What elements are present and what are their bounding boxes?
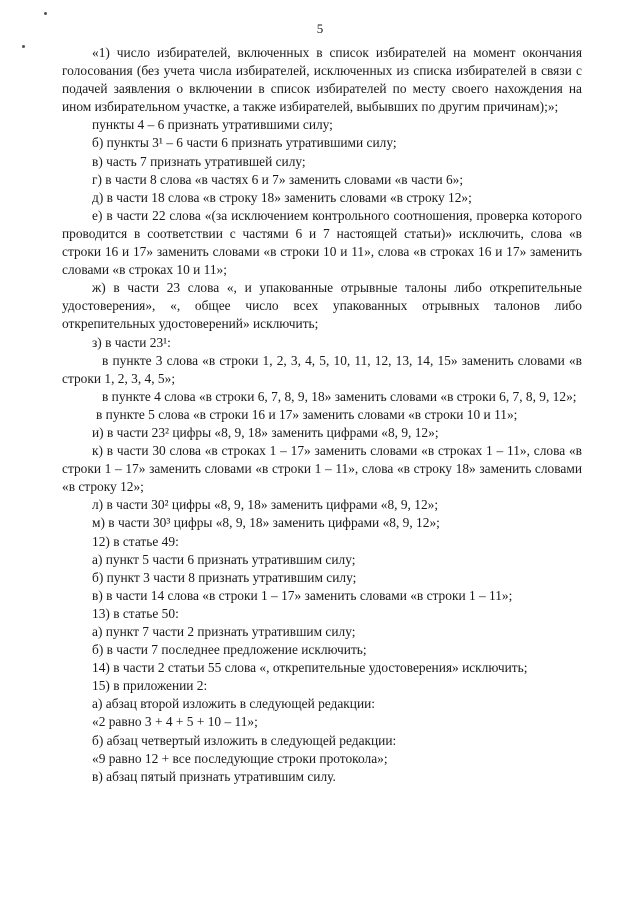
paragraph: м) в части 30³ цифры «8, 9, 18» заменить цифрами «8, 9, 12»;	[92, 515, 440, 531]
paragraph: ж) в части 23 слова «, и упакованные отрывные талоны либо открепительные удостоверения», «, общее число всех упакованных отрывных талонов либо открепительных удостоверений» исключить;	[62, 280, 582, 332]
paragraph: 15) в приложении 2:	[92, 678, 208, 694]
scan-dot	[44, 12, 47, 15]
paragraph: 12) в статье 49:	[92, 533, 179, 549]
paragraph: в) в части 14 слова «в строки 1 – 17» заменить словами «в строки 1 – 11»;	[92, 587, 513, 603]
paragraph: 13) в статье 50:	[92, 605, 179, 621]
paragraph: л) в части 30² цифры «8, 9, 18» заменить цифрами «8, 9, 12»;	[92, 497, 439, 513]
paragraph: з) в части 23¹:	[92, 334, 171, 350]
paragraph: а) абзац второй изложить в следующей редакции:	[92, 696, 376, 712]
paragraph: в пункте 5 слова «в строки 16 и 17» заменить словами «в строки 10 и 11»;	[96, 406, 518, 422]
paragraph: г) в части 8 слова «в частях 6 и 7» заменить словами «в части 6»;	[92, 171, 464, 187]
paragraph: б) пункт 3 части 8 признать утратившим силу;	[92, 569, 357, 585]
paragraph: «9 равно 12 + все последующие строки протокола»;	[92, 750, 388, 766]
paragraph: а) пункт 5 части 6 признать утратившим силу;	[92, 551, 356, 567]
paragraph: «1) число избирателей, включенных в список избирателей на момент окончания голосования (без учета числа избирателей, исключенных из списка избирателей в связи с подачей заявления о включении в список избирателей по месту своего нахождения на ином избирательном участке, а также избирателей, выбывших по другим причинам);»;	[62, 45, 582, 115]
paragraph: б) пункты 3¹ – 6 части 6 признать утратившими силу;	[92, 135, 397, 151]
page-number: 5	[316, 21, 324, 36]
paragraph: б) абзац четвертый изложить в следующей редакции:	[92, 732, 397, 748]
paragraph: е) в части 22 слова «(за исключением контрольного соотношения, проверка которого проводится в соответствии с частями 6 и 7 настоящей статьи)» исключить, слова «в строки 16 и 17» заменить словами «в строки 10 и 11», слова «в строках 16 и 17» заменить словами «в строках 10 и 11»;	[62, 207, 582, 278]
paragraph: 14) в части 2 статьи 55 слова «, открепительные удостоверения» исключить;	[92, 660, 528, 676]
paragraph: пункты 4 – 6 признать утратившими силу;	[92, 117, 333, 133]
document-body	[62, 44, 582, 786]
paragraph: к) в части 30 слова «в строках 1 – 17» заменить словами «в строках 1 – 11», слова «в строки 1 – 17» заменить словами «в строки 1 – 11», слова «в строку 18» заменить словами «в строку 12»;	[62, 443, 582, 495]
scan-dot	[22, 45, 25, 48]
paragraph: б) в части 7 последнее предложение исключить;	[92, 642, 367, 658]
paragraph: «2 равно 3 + 4 + 5 + 10 – 11»;	[92, 714, 258, 730]
paragraph: в пункте 3 слова «в строки 1, 2, 3, 4, 5, 10, 11, 12, 13, 14, 15» заменить словами «в строки 1, 2, 3, 4, 5»;	[62, 352, 582, 386]
paragraph: и) в части 23² цифры «8, 9, 18» заменить цифрами «8, 9, 12»;	[92, 424, 439, 440]
paragraph: в) часть 7 признать утратившей силу;	[92, 153, 306, 169]
paragraph: а) пункт 7 части 2 признать утратившим силу;	[92, 624, 356, 639]
paragraph: д) в части 18 слова «в строку 18» заменить словами «в строку 12»;	[92, 189, 472, 205]
paragraph: в) абзац пятый признать утратившим силу.	[92, 768, 336, 784]
paragraph: в пункте 4 слова «в строки 6, 7, 8, 9, 18» заменить словами «в строки 6, 7, 8, 9, 12»;	[102, 388, 577, 404]
